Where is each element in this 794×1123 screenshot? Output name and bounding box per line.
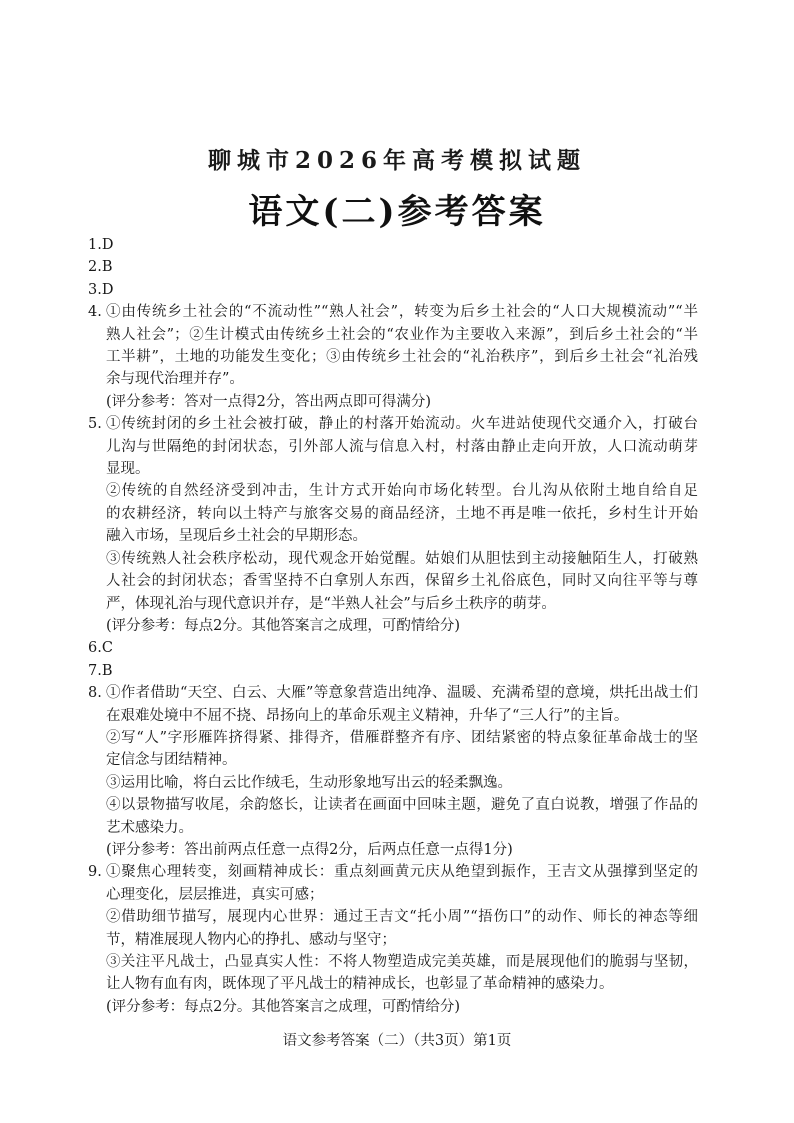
text-line: ①传统封闭的乡土社会被打破，静止的村落开始流动。火车进站使现代交通介入，打破台 <box>106 416 698 433</box>
text-line: 人社会的封闭状态；香雪坚持不白拿别人东西，保留乡土礼俗底色，同时又向往平等与尊 <box>106 573 698 590</box>
item-answer: D <box>101 281 114 298</box>
item-answer: B <box>101 259 113 276</box>
scoring-note: (评分参考：每点2分。其他答案言之成理，可酌情给分) <box>106 617 461 634</box>
text-line: 融入市场，呈现后乡土社会的早期形态。 <box>106 528 367 545</box>
scoring-note: (评分参考：每点2分。其他答案言之成理，可酌情给分) <box>106 998 461 1015</box>
item-number: 8. <box>88 685 102 702</box>
text-line: ④以景物描写收尾，余韵悠长，让读者在画面中回味主题，避免了直白说教，增强了作品的 <box>106 797 698 814</box>
item-number: 1. <box>88 237 102 253</box>
answer-title: 语文(二)参考答案 <box>248 192 546 232</box>
answer-item-5 <box>88 413 698 637</box>
text-line: 在艰难处境中不屈不挠、昂扬向上的革命乐观主义精神，升华了“三人行”的主旨。 <box>106 707 629 724</box>
text-line: ③传统熟人社会秩序松动，现代观念开始觉醒。姑娘们从胆怯到主动接触陌生人，打破熟 <box>106 550 698 567</box>
item-answer: B <box>101 662 113 679</box>
text-line: 显现。 <box>106 461 150 478</box>
answer-body <box>88 234 698 1018</box>
answer-item-8 <box>88 682 698 861</box>
text-line: 儿沟与世隔绝的封闭状态，引外部人流与信息入村，村落由静止走向开放，人口流动萌芽 <box>106 438 698 455</box>
answer-item-4 <box>88 301 698 413</box>
answer-item-3 <box>88 279 698 301</box>
text-line: 熟人社会”；②生计模式由传统乡土社会的“农业作为主要收入来源”，到后乡土社会的“半 <box>106 326 698 343</box>
item-number: 7. <box>88 662 102 679</box>
text-line: 工半耕”，土地的功能发生变化；③由传统乡土社会的“礼治秩序”，到后乡土社会“礼治残 <box>106 349 698 366</box>
text-line: ①作者借助“天空、白云、大雁”等意象营造出纯净、温暖、充满希望的意境，烘托出战士们 <box>106 685 698 702</box>
answer-item-6 <box>88 637 698 659</box>
text-line: 的农耕经济，转向以土特产与旅客交易的商品经济，土地不再是唯一依托，乡村生计开始 <box>106 505 698 522</box>
text-line: ③运用比喻，将白云比作绒毛，生动形象地写出云的轻柔飘逸。 <box>106 774 512 791</box>
text-line: ①聚焦心理转变，刻画精神成长：重点刻画黄元庆从绝望到振作，王吉文从强撑到坚定的 <box>106 864 698 881</box>
text-line: ②传统的自然经济受到冲击，生计方式开始向市场化转型。台儿沟从依附土地自给自足 <box>106 483 698 500</box>
exam-title: 聊城市2026年高考模拟试题 <box>207 147 586 174</box>
text-line: 让人物有血有肉，既体现了平凡战士的精神成长，也彰显了革命精神的感染力。 <box>106 976 614 993</box>
page-footer: 语文参考答案（二）（共3页）第1页 <box>282 1033 512 1049</box>
text-line: ③关注平凡战士，凸显真实人性：不将人物塑造成完美英雄，而是展现他们的脆弱与坚韧， <box>106 954 698 970</box>
answer-item-9 <box>88 861 698 1018</box>
text-line: ①由传统乡土社会的“不流动性”“熟人社会”，转变为后乡土社会的“人口大规模流动”“半 <box>106 304 698 321</box>
text-line: 严，体现礼治与现代意识并存，是“半熟人社会”与后乡土秩序的萌芽。 <box>106 595 556 612</box>
item-number: 2. <box>88 259 102 276</box>
scoring-note: (评分参考：答对一点得2分，答出两点即可得满分) <box>106 393 432 410</box>
text-line: ②写“人”字形雁阵挤得紧、排得齐，借雁群整齐有序、团结紧密的特点象征革命战士的坚 <box>106 729 698 746</box>
item-number: 3. <box>88 281 102 298</box>
item-number: 5. <box>88 416 102 433</box>
text-line: 定信念与团结精神。 <box>106 752 237 769</box>
answer-item-7 <box>88 660 698 682</box>
item-number: 4. <box>88 304 102 321</box>
item-answer: D <box>101 237 114 253</box>
scoring-note: (评分参考：答出前两点任意一点得2分，后两点任意一点得1分) <box>106 841 513 858</box>
text-line: 节，精准展现人物内心的挣扎、感动与坚守； <box>106 931 396 948</box>
answer-item-2 <box>88 256 698 278</box>
item-number: 9. <box>88 864 102 881</box>
text-line: 艺术感染力。 <box>106 819 193 836</box>
text-line: 心理变化，层层推进，真实可感； <box>106 886 324 903</box>
item-number: 6. <box>88 640 102 657</box>
text-line: ②借助细节描写，展现内心世界：通过王吉文“托小周”“捂伤口”的动作、师长的神态等细 <box>106 909 698 926</box>
answer-item-1 <box>88 234 698 256</box>
item-answer: C <box>101 640 113 657</box>
text-line: 余与现代治理并存”。 <box>106 371 244 388</box>
